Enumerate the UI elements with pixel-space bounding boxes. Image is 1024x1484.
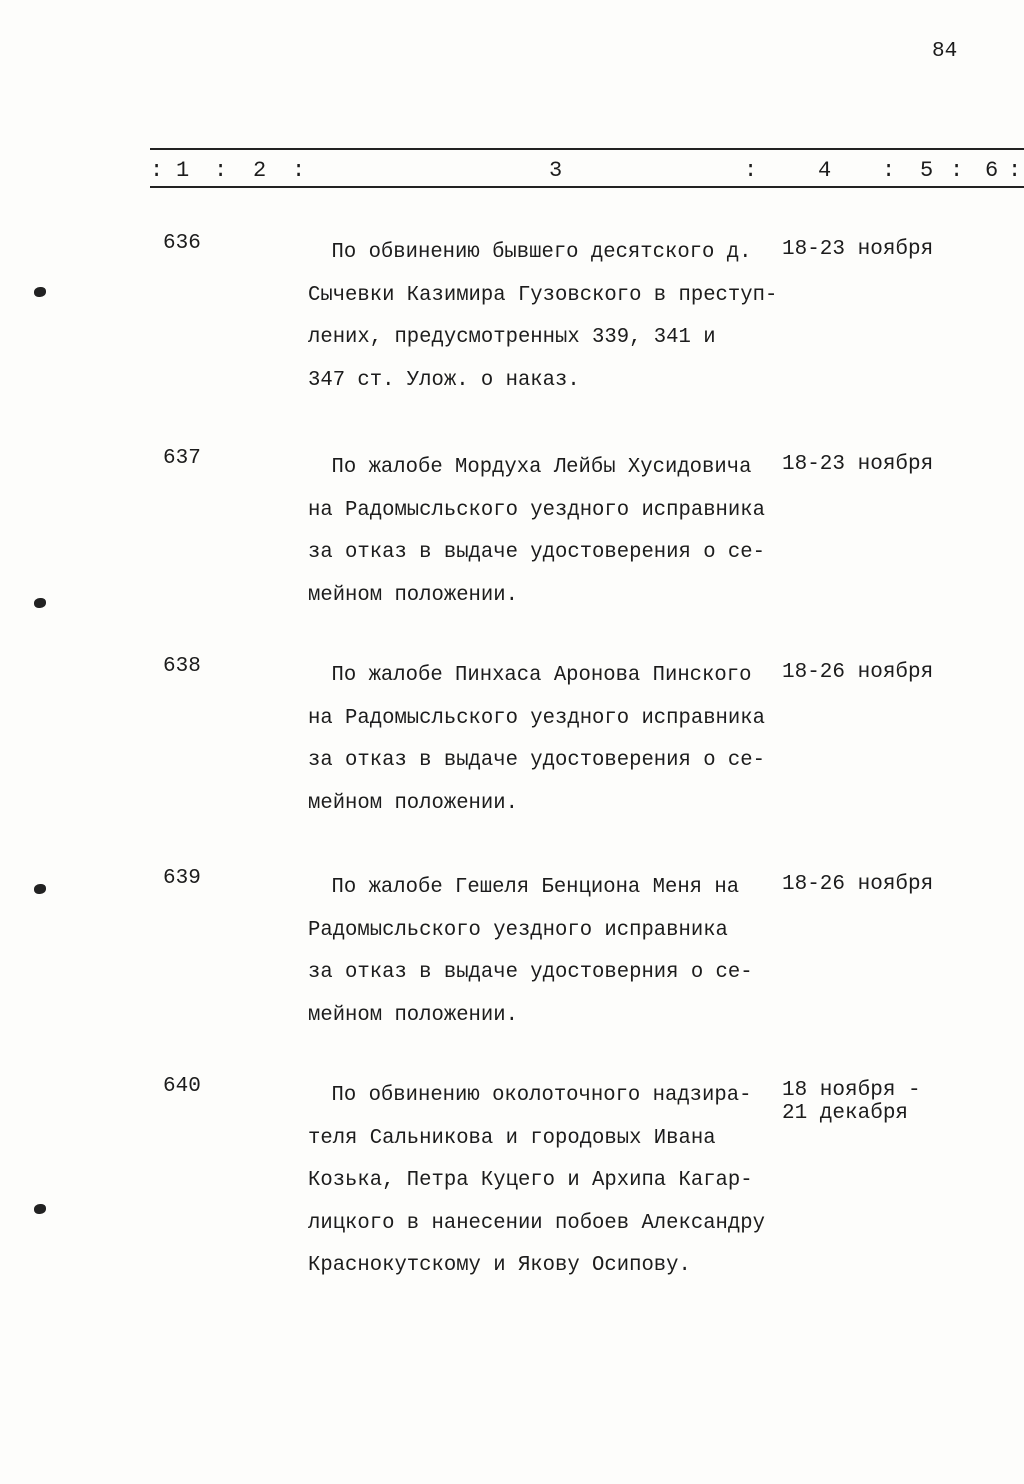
col-sep: :	[744, 158, 758, 183]
col-sep: :	[1008, 158, 1022, 183]
description-line: По жалобе Гешеля Бенциона Меня на	[331, 876, 740, 899]
description-line: мейном положении.	[308, 1003, 518, 1027]
entry-date	[782, 1079, 921, 1125]
date-line: 21 декабря	[782, 1102, 909, 1125]
description-line: Сычевки Казимира Гузовского в преступ-	[308, 283, 778, 307]
entry-number: 639	[163, 867, 201, 890]
entry-number: 637	[163, 447, 201, 470]
description-line: мейном положении.	[308, 583, 518, 607]
header-top-rule	[150, 148, 1024, 150]
entry-date	[782, 238, 933, 261]
col-1: 1	[176, 158, 190, 183]
date-line: 18-23 ноября	[782, 453, 934, 476]
description-line: лицкого в нанесении побоев Александру	[308, 1211, 765, 1235]
col-sep: :	[292, 158, 306, 183]
description-line: Радомысльского уездного исправника	[308, 918, 728, 942]
description-line: за отказ в выдаче удостоверния о се-	[308, 961, 753, 984]
description-line: на Радомысльского уездного исправника	[308, 706, 765, 730]
col-sep: :	[950, 158, 964, 183]
description-line: Козька, Петра Куцего и Архипа Кагар-	[308, 1169, 753, 1192]
date-line: 18-23 ноября	[782, 238, 934, 261]
col-sep: :	[214, 158, 228, 183]
binding-hole-mark	[34, 884, 46, 894]
col-4: 4	[818, 158, 832, 183]
col-6: 6	[985, 158, 999, 183]
entry-number: 640	[163, 1075, 201, 1098]
binding-hole-mark	[34, 1204, 46, 1214]
entry-description	[308, 447, 788, 617]
description-line: лених, предусмотренных 339, 341 и	[308, 326, 716, 349]
description-line: за отказ в выдаче удостоверения о се-	[308, 749, 765, 772]
entry-description	[308, 655, 788, 825]
description-line: за отказ в выдаче удостоверения о се-	[308, 541, 765, 564]
col-2: 2	[253, 158, 267, 183]
col-sep: :	[882, 158, 896, 183]
entry-description	[308, 232, 788, 402]
entry-number: 636	[163, 232, 201, 255]
description-line: на Радомысльского уездного исправника	[308, 498, 765, 522]
col-sep: :	[150, 158, 164, 183]
description-line: Краснокутскому и Якову Осипову.	[308, 1254, 691, 1277]
description-line: По обвинению бывшего десятского д.	[331, 241, 752, 264]
entry-date	[782, 661, 933, 684]
description-line: По обвинению околоточного надзира-	[331, 1084, 752, 1107]
header-bottom-rule	[150, 186, 1024, 188]
entry-date	[782, 453, 933, 476]
date-line: 18 ноября -	[782, 1079, 921, 1102]
binding-hole-mark	[34, 287, 46, 297]
entry-description	[308, 1075, 788, 1288]
entry-number: 638	[163, 655, 201, 678]
col-3: 3	[549, 158, 563, 183]
description-line: 347 ст. Улож. о наказ.	[308, 368, 580, 392]
description-line: теля Сальникова и городовых Ивана	[308, 1126, 716, 1150]
entry-date	[782, 873, 933, 896]
date-line: 18-26 ноября	[782, 873, 934, 896]
description-line: мейном положении.	[308, 791, 518, 815]
description-line: По жалобе Мордуха Лейбы Хусидовича	[331, 456, 752, 479]
binding-hole-mark	[34, 598, 46, 608]
description-line: По жалобе Пинхаса Аронова Пинского	[331, 664, 752, 687]
col-5: 5	[920, 158, 934, 183]
page-number: 84	[932, 40, 958, 63]
date-line: 18-26 ноября	[782, 661, 934, 684]
entry-description	[308, 867, 788, 1037]
